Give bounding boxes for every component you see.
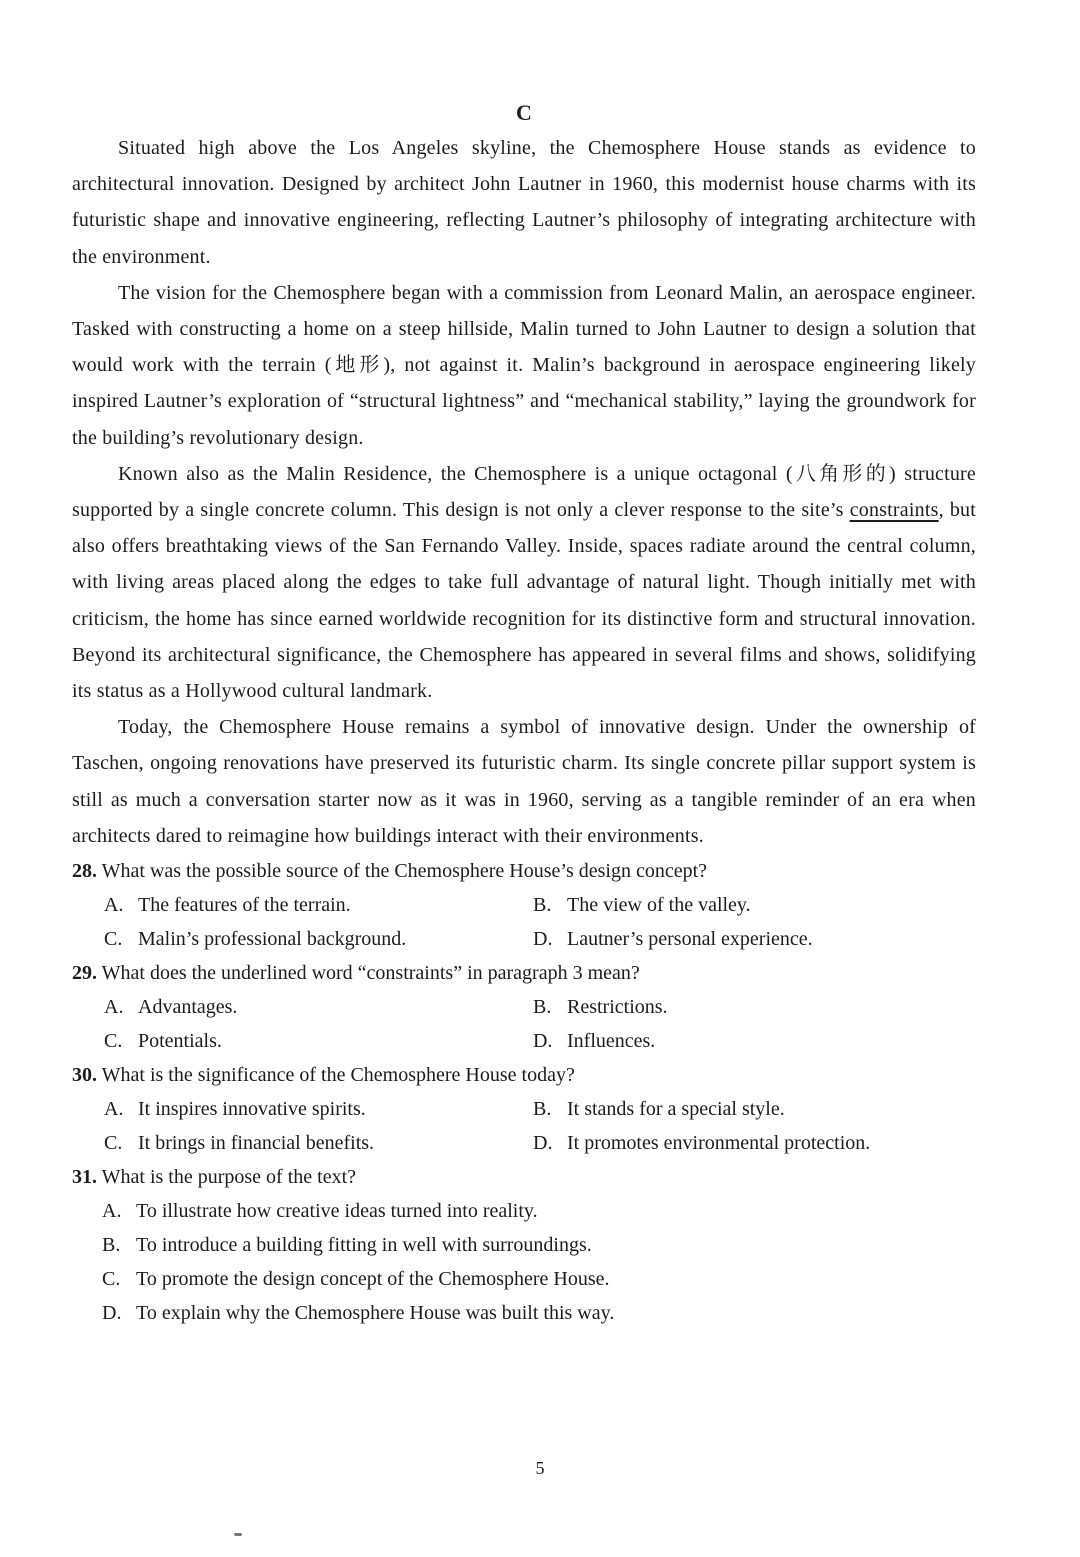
- option-b[interactable]: [533, 888, 973, 922]
- option-list: [72, 888, 976, 956]
- question-number: 29.: [72, 962, 97, 985]
- option-b[interactable]: [533, 1092, 973, 1126]
- option-list: [72, 990, 976, 1058]
- option-b[interactable]: [102, 1228, 976, 1262]
- option-list: [72, 1092, 976, 1160]
- option-letter: A.: [104, 1098, 124, 1121]
- option-text: Restrictions.: [567, 996, 668, 1019]
- option-d[interactable]: [533, 1024, 973, 1058]
- option-a[interactable]: [104, 990, 533, 1024]
- option-letter: C.: [104, 1030, 123, 1053]
- option-text: Lautner’s personal experience.: [567, 928, 813, 951]
- option-text: To illustrate how creative ideas turned into reality.: [136, 1200, 538, 1223]
- paragraph-3-text-before: Known also as the Malin Residence, the Chemosphere is a unique octagonal (八角形的) structure supported by a single concrete column. This design is not only a clever response to the site’s: [72, 462, 976, 522]
- exam-page: [72, 96, 976, 1330]
- option-text: It promotes environmental protection.: [567, 1132, 871, 1155]
- question-number: 31.: [72, 1166, 97, 1189]
- option-a[interactable]: [104, 888, 533, 922]
- option-letter: A.: [104, 894, 124, 917]
- question-number: 28.: [72, 860, 97, 883]
- option-d[interactable]: [533, 1126, 973, 1160]
- paragraph-3-text-after: , but also offers breathtaking views of the San Fernando Valley. Inside, spaces radiate around the central column, with living areas placed along the edges to take full advantage of natural light. Though initially met with criticism, the home has since earned worldwide recognition for its distinctive form and structural innovation. Beyond its architectural significance, the Chemosphere has appeared in several films and shows, solidifying its status as a Hollywood cultural landmark.: [72, 499, 976, 703]
- question-29: [72, 956, 976, 1058]
- option-text: It stands for a special style.: [567, 1098, 785, 1121]
- option-text: To explain why the Chemosphere House was built this way.: [136, 1302, 615, 1325]
- option-letter: D.: [533, 1030, 553, 1053]
- option-letter: D.: [533, 1132, 553, 1155]
- question-28: [72, 854, 976, 956]
- section-label: C: [516, 100, 532, 125]
- option-text: To promote the design concept of the Chemosphere House.: [136, 1268, 610, 1291]
- option-letter: A.: [104, 996, 124, 1019]
- option-letter: B.: [533, 1098, 552, 1121]
- underlined-word: constraints: [849, 499, 939, 522]
- question-stem: [72, 1160, 976, 1194]
- option-letter: C.: [104, 928, 123, 951]
- option-text: Malin’s professional background.: [138, 928, 407, 951]
- questions-section: [72, 854, 976, 1330]
- option-text: It inspires innovative spirits.: [138, 1098, 366, 1121]
- option-c[interactable]: [104, 1126, 533, 1160]
- option-letter: B.: [533, 996, 552, 1019]
- option-c[interactable]: [104, 1024, 533, 1058]
- option-letter: B.: [102, 1234, 121, 1257]
- question-text: What does the underlined word “constraints” in paragraph 3 mean?: [101, 962, 640, 985]
- option-text: The view of the valley.: [567, 894, 751, 917]
- passage-paragraph-2: The vision for the Chemosphere began with a commission from Leonard Malin, an aerospace engineer. Tasked with constructing a home on a steep hillside, Malin turned to John Lautner to design a solution that would work with the terrain (地形), not against it. Malin’s background in aerospace engineering likely inspired Lautner’s exploration of “structural lightness” and “mechanical stability,” laying the groundwork for the building’s revolutionary design.: [72, 281, 976, 449]
- option-a[interactable]: [102, 1194, 976, 1228]
- option-a[interactable]: [104, 1092, 533, 1126]
- passage: [72, 130, 976, 854]
- question-stem: [72, 956, 976, 990]
- question-text: What is the purpose of the text?: [101, 1166, 357, 1189]
- question-stem: [72, 854, 976, 888]
- passage-paragraph-1: Situated high above the Los Angeles skyline, the Chemosphere House stands as evidence to architectural innovation. Designed by architect John Lautner in 1960, this modernist house charms with its futuristic shape and innovative engineering, reflecting Lautner’s philosophy of integrating architecture with the environment.: [72, 137, 976, 268]
- option-list: [72, 1194, 976, 1330]
- option-letter: C.: [102, 1268, 121, 1291]
- question-31: [72, 1160, 976, 1330]
- question-stem: [72, 1058, 976, 1092]
- option-letter: D.: [533, 928, 553, 951]
- question-number: 30.: [72, 1064, 97, 1087]
- option-text: Advantages.: [138, 996, 238, 1019]
- option-letter: C.: [104, 1132, 123, 1155]
- option-text: Influences.: [567, 1030, 656, 1053]
- option-text: Potentials.: [138, 1030, 222, 1053]
- option-text: The features of the terrain.: [138, 894, 351, 917]
- question-text: What is the significance of the Chemosphere House today?: [101, 1064, 575, 1087]
- passage-paragraph-4: Today, the Chemosphere House remains a symbol of innovative design. Under the ownership of Taschen, ongoing renovations have preserved its futuristic charm. Its single concrete pillar support system is still as much a conversation starter now as it was in 1960, serving as a tangible reminder of an era when architects dared to reimagine how buildings interact with their environments.: [72, 716, 976, 847]
- question-text: What was the possible source of the Chemosphere House’s design concept?: [101, 860, 708, 883]
- option-text: It brings in financial benefits.: [138, 1132, 375, 1155]
- page-number: 5: [535, 1458, 545, 1478]
- option-d[interactable]: [533, 922, 973, 956]
- passage-paragraph-3: [72, 456, 976, 709]
- option-letter: D.: [102, 1302, 122, 1325]
- option-c[interactable]: [102, 1262, 976, 1296]
- option-text: To introduce a building fitting in well with surroundings.: [136, 1234, 592, 1257]
- option-letter: B.: [533, 894, 552, 917]
- option-d[interactable]: [102, 1296, 976, 1330]
- option-b[interactable]: [533, 990, 973, 1024]
- question-30: [72, 1058, 976, 1160]
- option-letter: A.: [102, 1200, 122, 1223]
- scan-speck: [234, 1533, 242, 1536]
- option-c[interactable]: [104, 922, 533, 956]
